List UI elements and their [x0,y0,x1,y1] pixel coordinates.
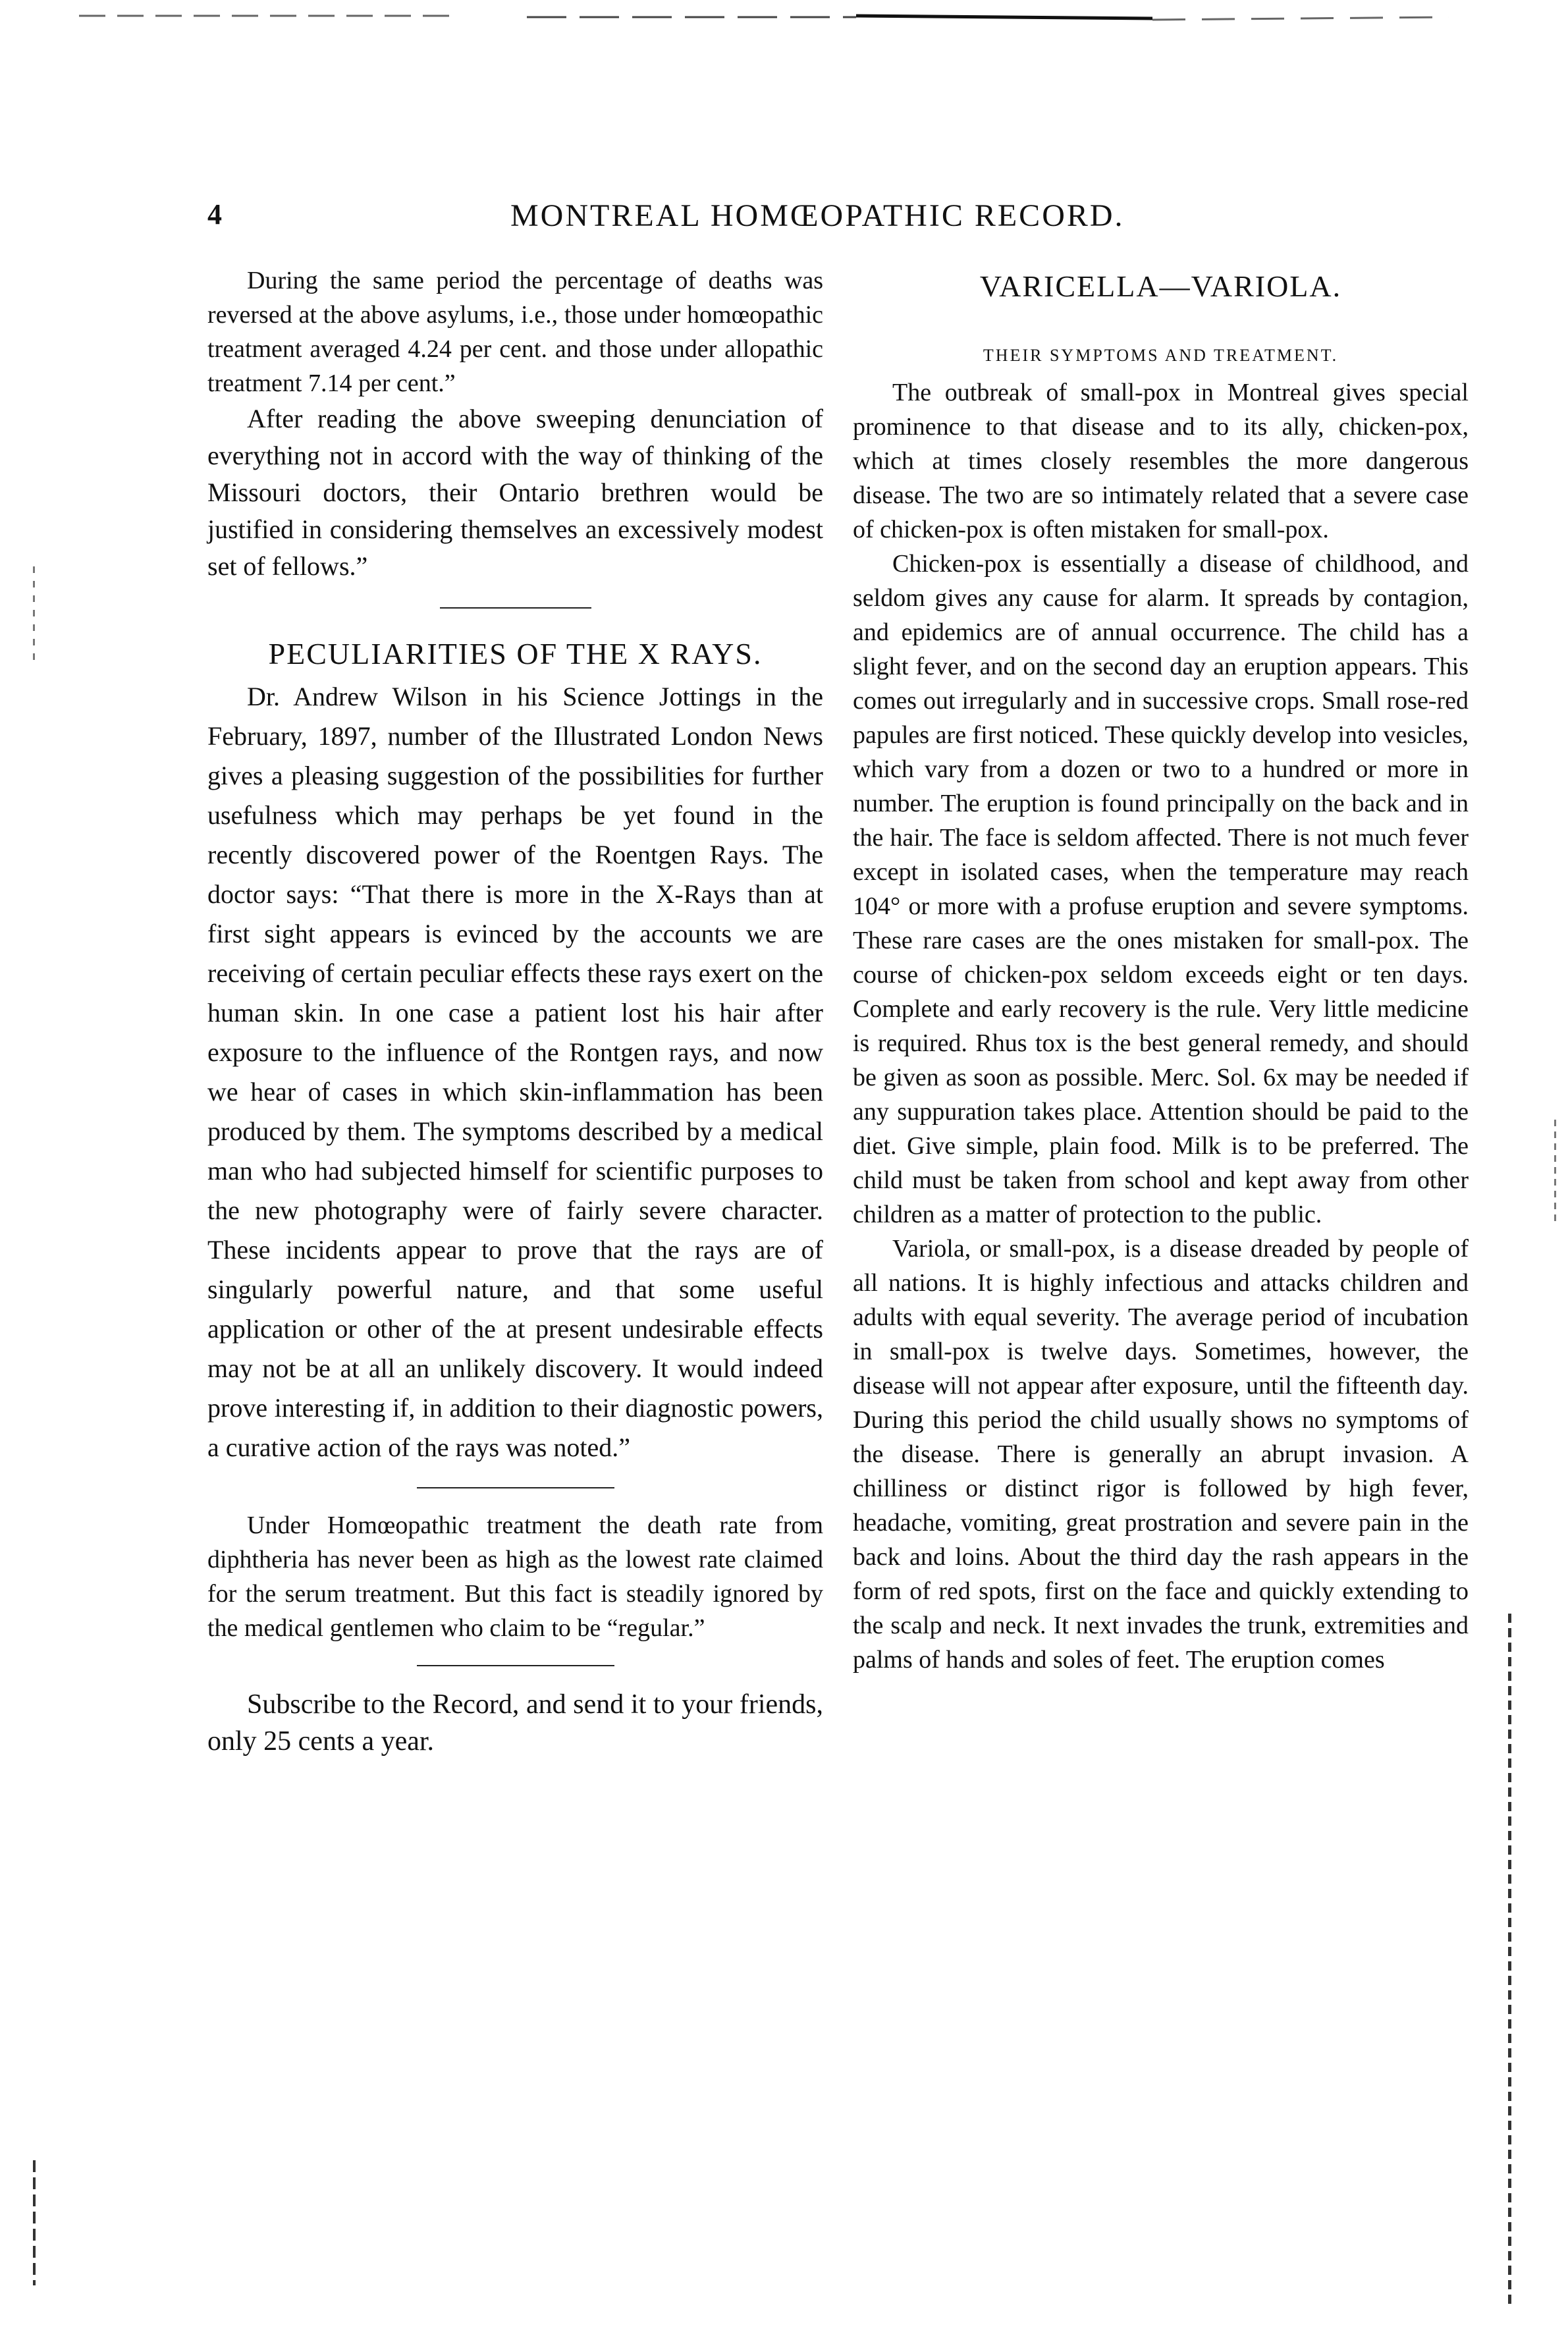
page-header [207,191,1459,250]
continuation-paragraph-2: After reading the above sweeping denunciation of everything not in accord with the way of thinking of the Missouri doctors, their Ontario brethren would be justified in considering themselves an excessively modest set of fellows.” [207,404,823,581]
section-divider [440,607,591,609]
right-column [853,263,1469,1677]
section-divider [417,1487,614,1488]
continuation-paragraph-1: During the same period the percentage of deaths was reversed at the above asylums, i.e., those under homœopathic treatment averaged 4.24 per cent. and those under allopathic treatment 7.14 per cent.” [207,267,823,397]
diphtheria-paragraph: Under Homœopathic treatment the death rate from diphtheria has never been as high as the lowest rate claimed for the serum treatment. But this fact is steadily ignored by the medical gentlemen who claim to be “regular.” [207,1512,823,1642]
left-column [207,263,823,1760]
varicella-paragraph-3: Variola, or small-pox, is a disease dreaded by people of all nations. It is highly infectious and attacks children and adults with equal severity. The average period of incubation in small-pox is twelve days. Sometimes, however, the disease will not appear after exposure, until the fifteenth day. During this period the child usually shows no symptoms of the disease. There is generally an abrupt invasion. A chilliness or distinct rigor is followed by high fever, headache, vomiting, great prostration and severe pain in the back and loins. About the third day the rash appears in the form of red spots, first on the face and quickly extending to the scalp and neck. It next invades the trunk, extremities and palms of hands and soles of feet. The eruption comes [853,1235,1469,1674]
varicella-subtitle: THEIR SYMPTOMS AND TREATMENT. [983,346,1339,365]
scan-edge-mark [33,2160,36,2285]
varicella-title: VARICELLA—VARIOLA. [979,269,1342,303]
continued-article [207,263,823,585]
diphtheria-note [207,1508,823,1645]
varicella-paragraph-1: The outbreak of small-pox in Montreal gives special prominence to that disease and to its ally, chicken-pox, which at times closely resembles the more dangerous disease. The two are so intimately related that a severe case of chicken-pox is often mistaken for small-pox. [853,379,1469,543]
varicella-paragraph-2: Chicken-pox is essentially a disease of childhood, and seldom gives any cause for alarm. It spreads by contagion, and epidemics are of annual occurrence. The child has a slight fever, and on the second day an eruption appears. This comes out irregularly and in successive crops. Small rose-red papules are first noticed. These quickly develop into vesicles, which vary from a dozen or two to a hundred or more in number. The eruption is found principally on the back and in the hair. The face is seldom affected. There is not much fever except in isolated cases, when the temperature may reach 104° or more with a profuse eruption and severe symptoms. These rare cases are the ones mistaken for small-pox. The course of chicken-pox seldom exceeds eight or ten days. Complete and early recovery is the rule. Very little medicine is required. Rhus tox is the best general remedy, and should be given as soon as possible. Merc. Sol. 6x may be needed if any suppuration takes place. Attention should be paid to the diet. Give simple, plain food. Milk is to be preferred. The child must be taken from school and kept away from other children as a matter of protection to the public. [853,550,1469,1228]
xrays-title: PECULIARITIES OF THE X RAYS. [268,637,763,670]
xrays-body: Dr. Andrew Wilson in his Science Jottings in the February, 1897, number of the Illustrated London News gives a pleasing suggestion of the possibilities for further usefulness which may perhaps be yet found in the recently discovered power of the Roentgen Rays. The doctor says: “That there is more in the X-Rays than at first sight appears is evinced by the accounts we are receiving of certain peculiar effects these rays exert on the human skin. In one case a patient lost his hair after exposure to the influence of the Rontgen rays, and now we hear of cases in which skin-inflammation has been produced by them. The symptoms described by a medical man who had subjected himself for scientific purposes to the new photography were of fairly severe character. These incidents appear to prove that the rays are of singularly powerful nature, and that some useful application or other of the at present undesirable effects may not be at all an unlikely discovery. It would indeed prove interesting if, in addition to their diagnostic powers, a curative action of the rays was noted.” [207,682,823,1462]
xrays-article [207,631,823,1467]
scan-edge-mark [1508,1614,1511,2305]
section-divider [417,1665,614,1666]
page-number: 4 [207,198,222,231]
scan-edge-mark [33,566,35,665]
top-scan-rule [0,12,1568,28]
scan-edge-mark [1554,1120,1556,1225]
running-title: MONTREAL HOMŒOPATHIC RECORD. [510,198,1125,233]
subscribe-note: Subscribe to the Record, and send it to your friends, only 25 cents a year. [207,1689,823,1757]
